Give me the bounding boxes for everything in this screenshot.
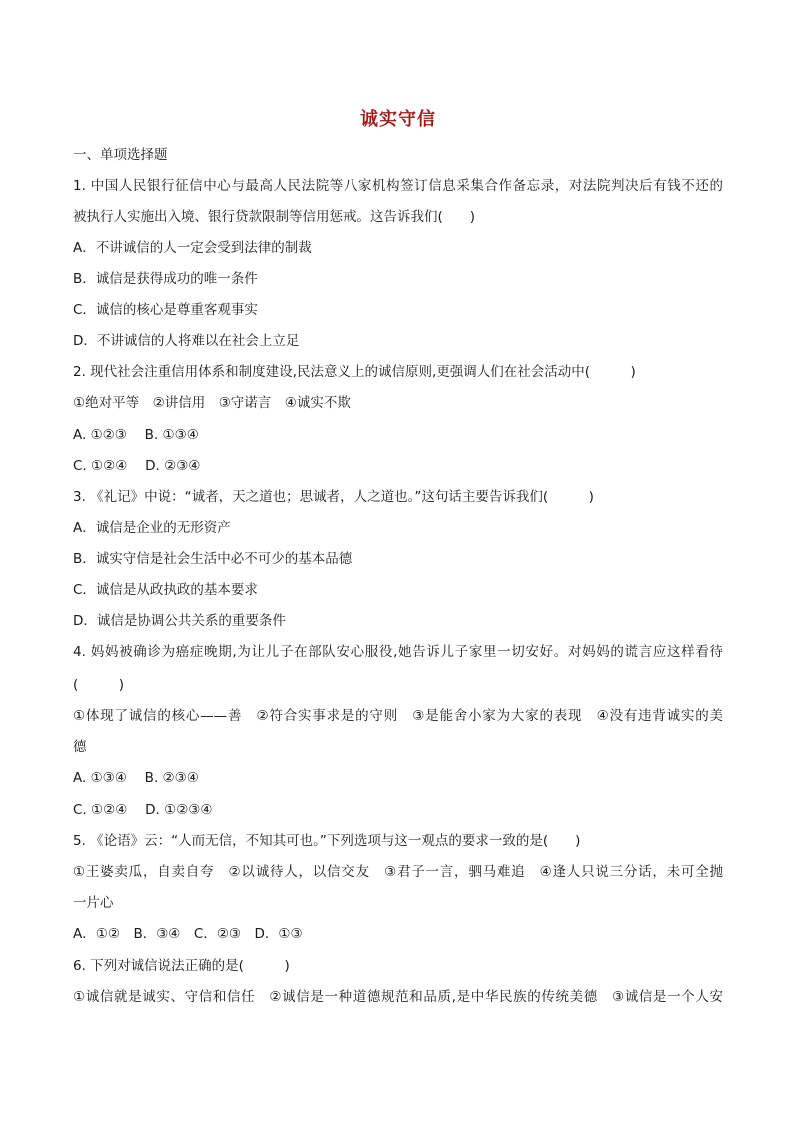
q5-stem: 5. 《论语》云：“人而无信，不知其可也。”下列选项与这一观点的要求一致的是( ) (73, 833, 581, 849)
q2-statements: ①绝对平等 ②讲信用 ③守诺言 ④诚实不欺 (73, 395, 351, 411)
section-heading: 一、单项选择题 (73, 147, 168, 163)
page-title: 诚实守信 (360, 109, 436, 130)
q1-option-a: A．不讲诚信的人一定会受到法律的制裁 (73, 240, 312, 256)
q1-stem-line2: 被执行人实施出入境、银行贷款限制等信用惩戒。这告诉我们( ) (73, 209, 476, 225)
q4-stem-line1: 4. 妈妈被确诊为癌症晚期,为让儿子在部队安心服役,她告诉儿子家里一切安好。对妈妈的谎言应这样看待 (73, 644, 723, 660)
q1-stem-line1: 1. 中国人民银行征信中心与最高人民法院等八家机构签订信息采集合作备忘录，对法院判决后有钱不还的 (73, 178, 723, 194)
q1-option-c: C．诚信的核心是尊重客观事实 (73, 302, 258, 318)
q4-stem-line2: ( ) (73, 677, 125, 693)
q1-option-b: B．诚信是获得成功的唯一条件 (73, 271, 258, 287)
q4-statements-line1: ①体现了诚信的核心——善 ②符合实事求是的守则 ③是能舍小家为大家的表现 ④没有违背诚实的美 (73, 708, 723, 724)
q1-option-d: D．不讲诚信的人将难以在社会上立足 (73, 333, 300, 349)
q3-option-c: C．诚信是从政执政的基本要求 (73, 582, 258, 598)
q2-stem: 2. 现代社会注重信用体系和制度建设,民法意义上的诚信原则,更强调人们在社会活动中( ) (73, 364, 636, 380)
q6-statements-line1: ①诚信就是诚实、守信和信任 ②诚信是一种道德规范和品质,是中华民族的传统美德 ③诚信是一个人安 (73, 989, 723, 1005)
q2-options-cd: C. ①②④ D. ②③④ (73, 458, 201, 474)
q3-option-d: D．诚信是协调公共关系的重要条件 (73, 613, 286, 629)
q5-statements-line1: ①王婆卖瓜，自卖自夸 ②以诚待人，以信交友 ③君子一言，驷马难追 ④逢人只说三分话，未可全抛 (73, 864, 723, 880)
q3-option-b: B．诚实守信是社会生活中必不可少的基本品德 (73, 551, 353, 567)
q3-stem: 3. 《礼记》中说：“诚者，天之道也；思诚者，人之道也。”这句话主要告诉我们( ) (73, 489, 594, 505)
q4-options-cd: C. ①②④ D. ①②③④ (73, 802, 213, 818)
q5-statements-line2: 一片心 (73, 895, 114, 911)
q6-stem: 6. 下列对诚信说法正确的是( ) (73, 958, 290, 974)
q5-options: A．①② B．③④ C．②③ D．①③ (73, 926, 303, 942)
q2-options-ab: A. ①②③ B. ①③④ (73, 427, 199, 443)
q3-option-a: A．诚信是企业的无形资产 (73, 520, 231, 536)
q4-statements-line2: 德 (73, 739, 87, 755)
q4-options-ab: A. ①③④ B. ②③④ (73, 770, 199, 786)
